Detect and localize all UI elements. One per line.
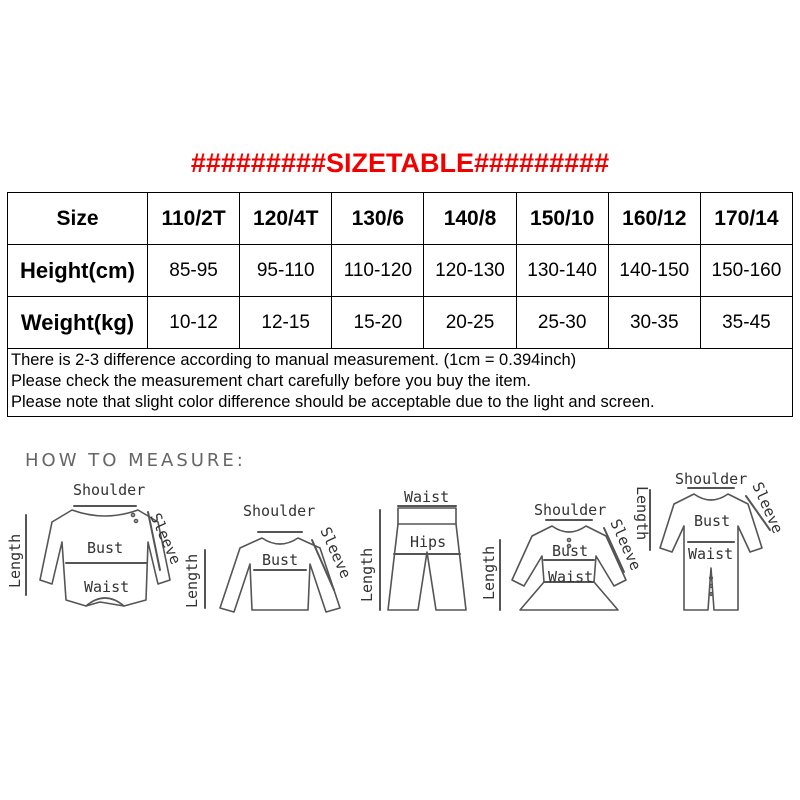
romper-shoulder-label: Shoulder [675,470,748,488]
bodysuit-bust-label: Bust [87,539,124,557]
table-row-height [8,245,793,297]
romper-sleeve-label: Sleeve [748,479,787,537]
pants-length-label: Length [358,547,376,602]
notes-cell [8,349,793,417]
romper-bust-label: Bust [694,512,731,530]
bodysuit-waist-label: Waist [84,578,130,596]
pants-waist-label: Waist [404,488,450,506]
table-cell: 15-20 [332,297,424,349]
table-header-cell: 160/12 [608,193,700,245]
table-cell: 35-45 [700,297,792,349]
romper-waist-label: Waist [688,545,734,563]
shirt-shoulder-label: Shoulder [243,502,316,520]
dress-sleeve-label: Sleeve [606,516,645,574]
page-title: #########SIZETABLE######### [190,148,610,178]
table-row-weight [8,297,793,349]
note-line: There is 2-3 difference according to manual measurement. (1cm = 0.394inch) [11,351,577,369]
table-cell: 95-110 [240,245,332,297]
dress-diagram [500,520,626,610]
table-cell: 30-35 [608,297,700,349]
shirt-bust-label: Bust [262,551,299,569]
size-table [7,192,793,417]
table-header-cell: 120/4T [240,193,332,245]
shirt-sleeve-label: Sleeve [316,524,355,582]
table-cell: 25-30 [516,297,608,349]
table-header-cell: Size [8,193,148,245]
dress-waist-label: Waist [548,568,594,586]
dress-length-label: Length [480,545,498,600]
table-header-cell: 150/10 [516,193,608,245]
table-header-cell: 170/14 [700,193,792,245]
dress-bust-label: Bust [552,542,589,560]
bodysuit-sleeve-label: Sleeve [146,510,185,568]
table-cell: 130-140 [516,245,608,297]
shirt-diagram [205,532,340,612]
table-cell: 150-160 [700,245,792,297]
row-label: Weight(kg) [8,297,148,349]
how-to-measure-title: HOW TO MEASURE: [25,450,246,471]
note-line: Please note that slight color difference should be acceptable due to the light and screen. [11,393,655,411]
pants-hips-label: Hips [410,533,447,551]
table-header-cell: 130/6 [332,193,424,245]
table-cell: 110-120 [332,245,424,297]
table-notes-row [8,349,793,417]
measurement-diagrams [0,460,800,620]
note-line: Please check the measurement chart carefully before you buy the item. [11,372,532,390]
table-header-cell: 110/2T [148,193,240,245]
table-header-cell: 140/8 [424,193,516,245]
table-cell: 20-25 [424,297,516,349]
romper-length-label: Length [633,486,651,541]
table-cell: 10-12 [148,297,240,349]
bodysuit-shoulder-label: Shoulder [73,481,146,499]
table-header-row [8,193,793,245]
table-cell: 85-95 [148,245,240,297]
bodysuit-length-label: Length [6,533,24,588]
table-cell: 120-130 [424,245,516,297]
table-cell: 12-15 [240,297,332,349]
row-label: Height(cm) [8,245,148,297]
table-cell: 140-150 [608,245,700,297]
shirt-length-label: Length [183,553,201,608]
pants-diagram [380,506,466,610]
dress-shoulder-label: Shoulder [534,501,607,519]
